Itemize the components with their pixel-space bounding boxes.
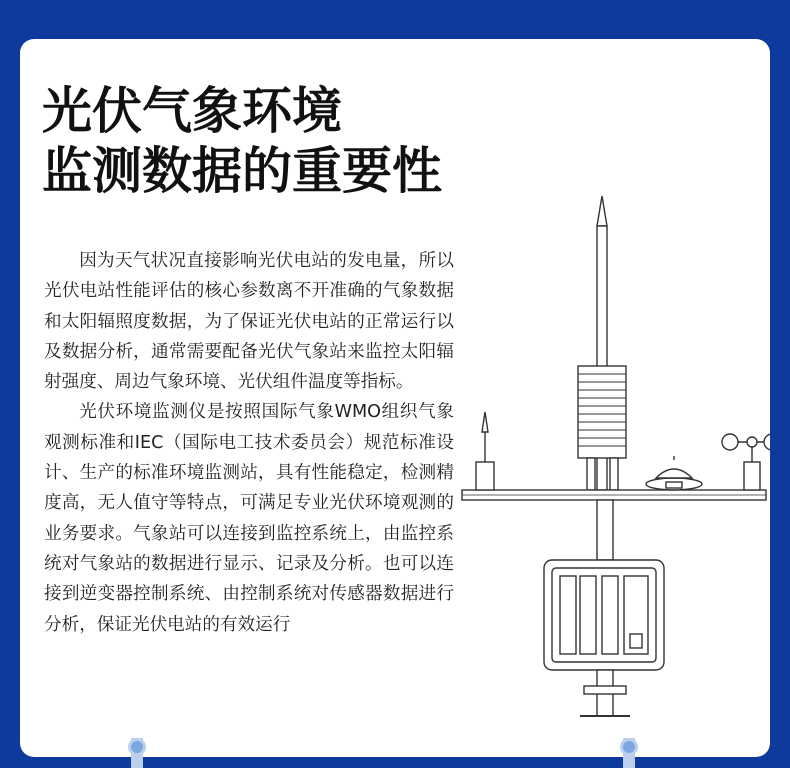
paragraph-2: 光伏环境监测仪是按照国际气象WMO组织气象观测标准和IEC（国际电工技术委员会）规范标准设计、生产的标准环境监测站，具有性能稳定，检测精度高，无人值守等特点，可满足专业光伏环境观测的业务要求。气象站可以连接到监控系统上，由监控系统对气象站的数据进行显示、记录及分析。也可以连接到逆变器控制系统、由控制系统对传感器数据进行分析，保证光伏电站的有效运行 bbox=[44, 402, 454, 635]
weather-station-illustration bbox=[460, 194, 770, 724]
title-line-2: 监测数据的重要性 bbox=[42, 142, 442, 200]
description bbox=[44, 246, 454, 640]
content-card bbox=[20, 39, 770, 757]
binder-ring-left bbox=[128, 738, 146, 756]
binder-ring-right bbox=[620, 738, 638, 756]
page-title bbox=[42, 81, 442, 201]
paragraph-1: 因为天气状况直接影响光伏电站的发电量，所以光伏电站性能评估的核心参数离不开准确的气象数据和太阳辐照度数据，为了保证光伏电站的正常运行以及数据分析，通常需要配备光伏气象站来监控太阳辐射强度、周边气象环境、光伏组件温度等指标。 bbox=[44, 251, 454, 393]
title-line-1: 光伏气象环境 bbox=[42, 82, 342, 140]
